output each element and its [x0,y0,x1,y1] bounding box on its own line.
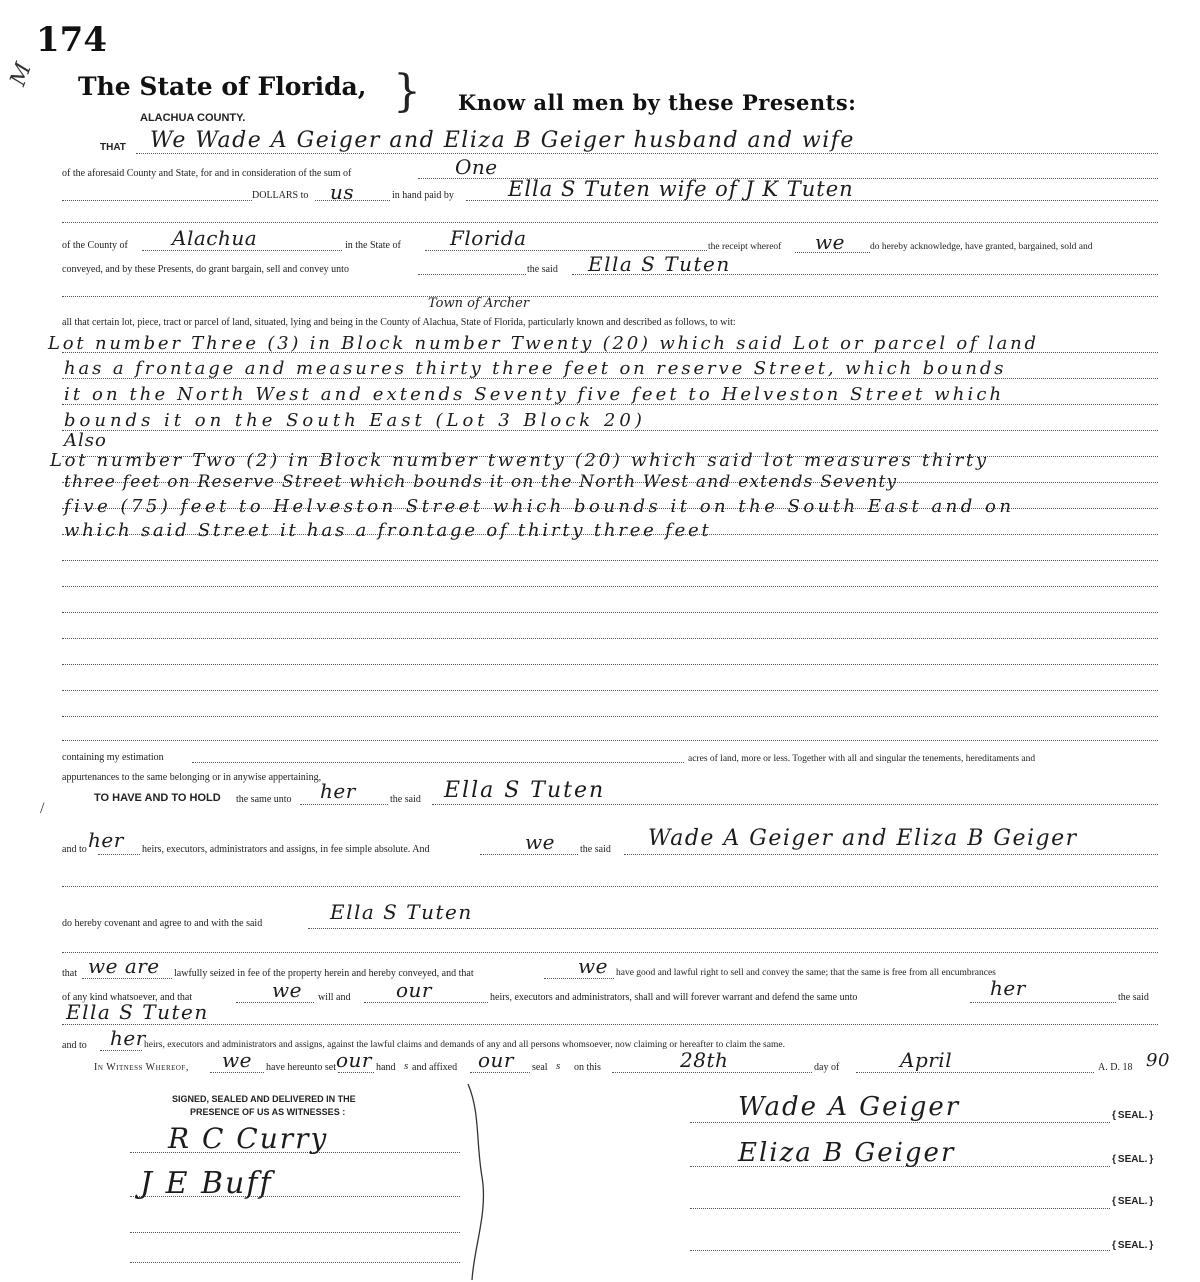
grantee-name: Ella S Tuten [588,252,731,276]
description-intro: all that certain lot, piece, tract or parcel of land, situated, lying and being in the County of Alachua, State of Florida, particularly known and described as follows, to wit: [62,317,736,328]
description-line: Lot number Two (2) in Block number twenty (20) which said lot measures thirty [50,450,989,471]
appurtenances-text: appurtenances to the same belonging or in anywise appertaining, [62,772,322,783]
witness-month: April [900,1048,953,1072]
heirs-the-said: the said [580,844,611,855]
witness-s1: s [404,1060,409,1072]
habendum-pronoun: her [320,779,356,803]
covenant-label: do hereby covenant and agree to and with the said [62,918,263,929]
warrant-our: our [396,978,432,1002]
witness-affixed: and affixed [412,1062,458,1073]
grantor-signature: Wade A Geiger [738,1092,961,1122]
witness-year: 90 [1146,1050,1170,1071]
the-said-label: the said [527,264,558,275]
warrant-the-said: the said [1118,992,1149,1003]
warrant-text1: of any kind whatsoever, and that [62,992,193,1003]
habendum-grantee: Ella S Tuten [444,778,606,803]
town-insert: Town of Archer [428,296,530,311]
paid-by-name: Ella S Tuten wife of J K Tuten [508,177,854,201]
description-line: five (75) feet to Helveston Street which bounds it on the South East and on [64,496,1015,517]
warrant-pronoun: her [990,976,1026,1000]
county-heading: ALACHUA COUNTY. [140,112,246,124]
witness-s2: s [556,1060,561,1072]
conveyed-label: conveyed, and by these Presents, do grant bargain, sell and convey unto [62,264,349,275]
assigns-pronoun: her [110,1026,146,1050]
page-number: 174 [36,20,107,60]
grantors-name: We Wade A Geiger and Eliza B Geiger husband and wife [150,128,855,153]
assigns-and-to: and to [62,1040,87,1051]
dollars-to-who: us [330,180,355,204]
and-to-label: and to [62,844,87,855]
know-all-men: Know all men by these Presents: [458,90,857,115]
county-label: of the County of [62,240,128,251]
description-line: Lot number Three (3) in Block number Twenty (20) which said Lot or parcel of land [48,333,1039,354]
heirs-we: we [525,830,555,854]
heirs-grantors: Wade A Geiger and Eliza B Geiger [648,826,1078,851]
margin-mark: M [5,59,37,90]
paid-by-label: in hand paid by [392,190,454,201]
witness-day: 28th [680,1048,729,1072]
warrant-text2: heirs, executors and administrators, shall and will forever warrant and defend the same unto [490,992,858,1003]
description-line: Also [64,430,107,451]
description-line: bounds it on the South East (Lot 3 Block 20) [64,410,646,431]
acres-text: acres of land, more or less. Together with all and singular the tenements, hereditaments and [688,754,1036,764]
seized-text2: have good and lawful right to sell and convey the same; that the same is free from all encumbrances [616,968,996,978]
description-line: three feet on Reserve Street which bounds it on the North West and extends Seventy [64,472,898,492]
sum-amount: One [455,155,498,179]
witnesses-caption-2: PRESENCE OF US AS WITNESSES : [190,1107,346,1117]
witness-our2: our [478,1048,514,1072]
county-value: Alachua [172,226,258,250]
margin-tick: / [40,800,45,817]
receipt-label: the receipt whereof [708,242,782,252]
seized-we-are: we are [88,954,160,978]
witness-we: we [222,1048,252,1072]
description-line: has a frontage and measures thirty three feet on reserve Street, which bounds [64,358,1007,379]
seal-mark: { SEAL. } [1112,1154,1154,1165]
state-label: in the State of [345,240,401,251]
seized-that: that [62,968,77,979]
witness-signature: J E Buff [140,1166,273,1201]
assigns-text: heirs, executors and administrators and assigns, against the lawful claims and demands of any and all persons whomsoever, now claiming or hereafter to claim the same. [144,1040,785,1050]
receipt-who: we [815,230,845,254]
warrant-we: we [272,978,302,1002]
seal-mark: { SEAL. } [1112,1240,1154,1251]
witness-ad: A. D. 18 [1098,1062,1133,1073]
witness-on-this: on this [574,1062,601,1073]
warrant-will-and: will and [318,992,351,1003]
seal-mark: { SEAL. } [1112,1110,1154,1121]
seized-text1: lawfully seized in fee of the property herein and hereby conveyed, and that [174,968,474,979]
consideration-label: of the aforesaid County and State, for and in consideration of the sum of [62,168,352,179]
witnesses-caption-1: SIGNED, SEALED AND DELIVERED IN THE [172,1094,356,1104]
witness-hand: hand [376,1062,396,1073]
acknowledge-text: do hereby acknowledge, have granted, bargained, sold and [870,242,1093,252]
warrant-grantee: Ella S Tuten [66,1000,209,1024]
seized-we: we [578,954,608,978]
witness-our: our [336,1048,372,1072]
heading-brace: } [393,66,421,117]
state-title: The State of Florida, [78,72,367,101]
same-unto-label: the same unto [236,794,292,805]
grantor-signature: Eliza B Geiger [738,1138,956,1168]
state-value: Florida [450,226,527,250]
description-line: it on the North West and extends Seventy five feet to Helveston Street which [64,384,1005,405]
that-label: THAT [100,142,126,153]
witness-bracket [464,1082,494,1282]
in-witness-label: In Witness Whereof, [94,1062,189,1073]
witness-seal: seal [532,1062,548,1073]
heirs-pronoun: her [88,828,124,852]
habendum-the-said: the said [390,794,421,805]
witness-set: have hereunto set [266,1062,336,1073]
description-line: which said Street it has a frontage of thirty three feet [64,520,712,541]
dollars-to-label: DOLLARS to [252,190,309,201]
heirs-text: heirs, executors, administrators and assigns, in fee simple absolute. And [142,844,430,855]
witness-day-of: day of [814,1062,840,1073]
seal-mark: { SEAL. } [1112,1196,1154,1207]
witness-signature: R C Curry [168,1122,329,1155]
covenant-grantee: Ella S Tuten [330,900,473,924]
containing-label: containing my estimation [62,752,164,763]
habendum-label: TO HAVE AND TO HOLD [94,792,221,804]
